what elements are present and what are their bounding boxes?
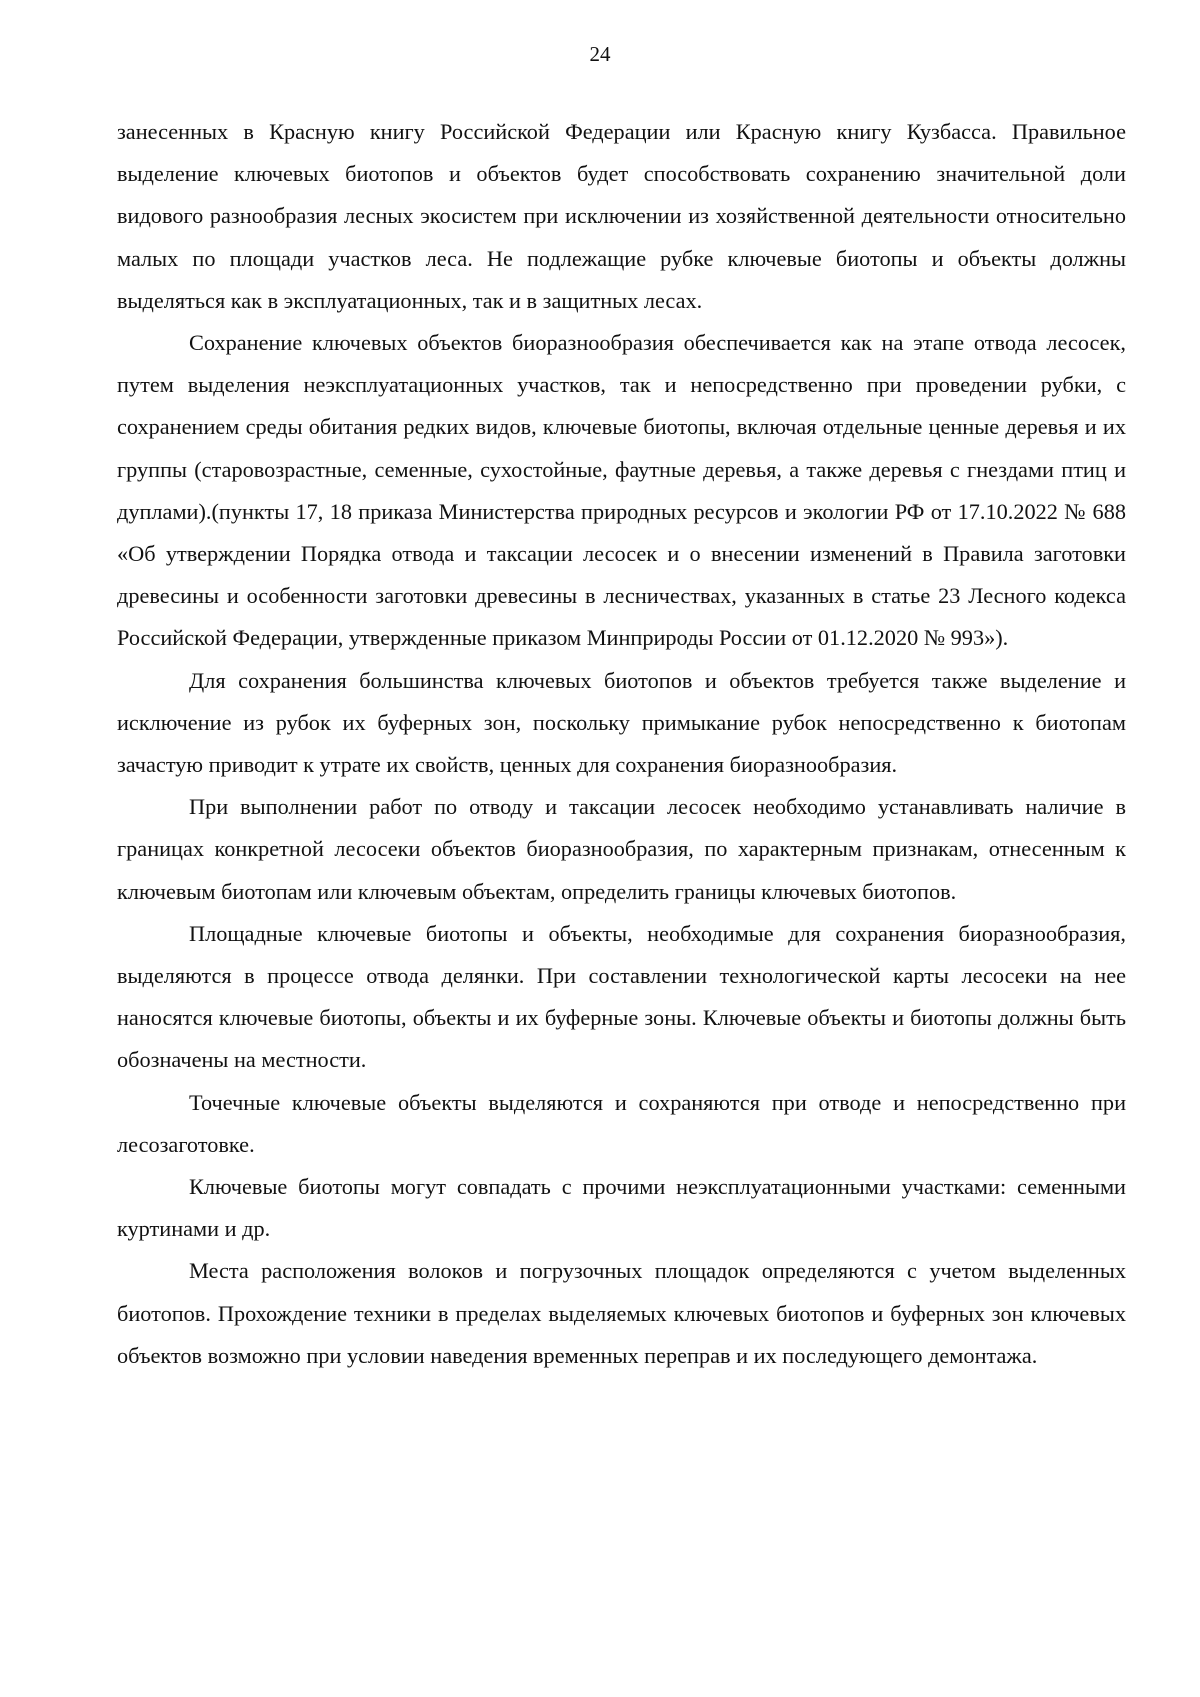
page-number: 24 <box>589 42 611 66</box>
paragraph-point-objects: Точечные ключевые объекты выделяются и сохраняются при отводе и непосредственно при лесозаготовке. <box>117 1089 1126 1157</box>
paragraph-continuation: занесенных в Красную книгу Российской Федерации или Красную книгу Кузбасса. Правильное выделение ключевых биотопов и объектов будет способствовать сохранению значительной доли видового разнообразия лесных экосистем при исключении из хозяйственной деятельности относительно малых по площади участков леса. Не подлежащие рубке ключевые биотопы и объекты должны выделяться как в эксплуатационных, так и в защитных лесах. <box>117 119 1126 313</box>
body-text <box>117 111 1126 1377</box>
paragraph-coinciding-sites: Ключевые биотопы могут совпадать с прочими неэксплуатационными участками: семенными куртинами и др. <box>117 1174 1126 1242</box>
paragraph-buffer-zones: Для сохранения большинства ключевых биотопов и объектов требуется также выделение и исключение из рубок их буферных зон, поскольку примыкание рубок непосредственно к биотопам зачастую приводит к утрате их свойств, ценных для сохранения биоразнообразия. <box>117 667 1126 778</box>
paragraph-biodiversity-preservation: Сохранение ключевых объектов биоразнообразия обеспечивается как на этапе отвода лесосек, путем выделения неэксплуатационных участков, так и непосредственно при проведении рубки, с сохранением среды обитания редких видов, ключевые биотопы, включая отдельные ценные деревья и их группы (старовозрастные, семенные, сухостойные, фаутные деревья, а также деревья с гнездами птиц и дуплами).(пункты 17, 18 приказа Министерства природных ресурсов и экологии РФ от 17.10.2022 № 688 «Об утверждении Порядка отвода и таксации лесосек и о внесении изменений в Правила заготовки древесины и особенности заготовки древесины в лесничествах, указанных в статье 23 Лесного кодекса Российской Федерации, утвержденные приказом Минприроды России от 01.12.2020 № 993»). <box>117 330 1126 651</box>
paragraph-allotment-works: При выполнении работ по отводу и таксации лесосек необходимо устанавливать наличие в границах конкретной лесосеки объектов биоразнообразия, по характерным признакам, отнесенным к ключевым биотопам или ключевым объектам, определить границы ключевых биотопов. <box>117 794 1126 904</box>
paragraph-skid-trails: Места расположения волоков и погрузочных площадок определяются с учетом выделенных биотопов. Прохождение техники в пределах выделяемых ключевых биотопов и буферных зон ключевых объектов возможно при условии наведения временных переправ и их последующего демонтажа. <box>117 1258 1126 1368</box>
paragraph-area-biotopes: Площадные ключевые биотопы и объекты, необходимые для сохранения биоразнообразия, выделяются в процессе отвода делянки. При составлении технологической карты лесосеки на нее наносятся ключевые биотопы, объекты и их буферные зоны. Ключевые объекты и биотопы должны быть обозначены на местности. <box>117 920 1126 1073</box>
